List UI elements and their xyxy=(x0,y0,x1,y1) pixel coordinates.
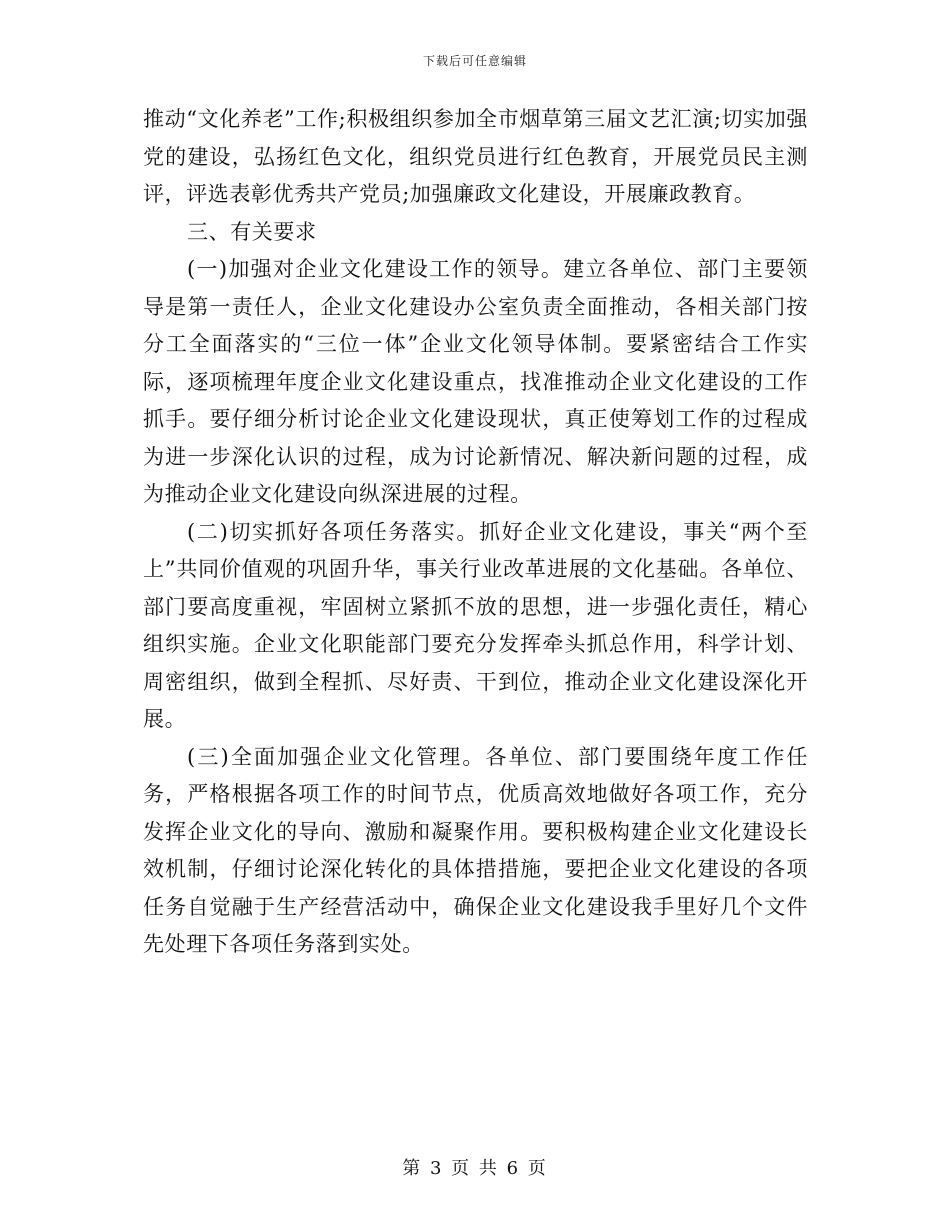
page-number: 第 3 页 共 6 页 xyxy=(402,1158,548,1179)
paragraph-requirement-3: (三)全面加强企业文化管理。各单位、部门要围绕年度工作任务，严格根据各项工作的时间节点，优质高效地做好各项工作，充分发挥企业文化的导向、激励和凝聚作用。要积极构建企业文化建设长效机制，仔细讨论深化转化的具体措措施，要把企业文化建设的各项任务自觉融于生产经营活动中，确保企业文化建设我手里好几个文件先处理下各项任务落到实处。 xyxy=(143,744,808,956)
paragraph-requirement-1: (一)加强对企业文化建设工作的领导。建立各单位、部门主要领导是第一责任人，企业文化建设办公室负责全面推动，各相关部门按分工全面落实的“三位一体”企业文化领导体制。要紧密结合工作实际，逐项梳理年度企业文化建设重点，找准推动企业文化建设的工作抓手。要仔细分析讨论企业文化建设现状，真正使筹划工作的过程成为进一步深化认识的过程，成为讨论新情况、解决新问题的过程，成为推动企业文化建设向纵深进展的过程。 xyxy=(143,257,808,506)
document-body xyxy=(143,101,808,964)
paragraph-continuation: 推动“文化养老”工作;积极组织参加全市烟草第三届文艺汇演;切实加强党的建设，弘扬红色文化，组织党员进行红色教育，开展党员民主测评，评选表彰优秀共产党员;加强廉政文化建设，开展廉政教育。 xyxy=(143,107,808,206)
page-header-note: 下载后可任意编辑 xyxy=(422,54,527,68)
paragraph-requirement-2: (二)切实抓好各项任务落实。抓好企业文化建设，事关“两个至上”共同价值观的巩固升华，事关行业改革进展的文化基础。各单位、部门要高度重视，牢固树立紧抓不放的思想，进一步强化责任，精心组织实施。企业文化职能部门要充分发挥牵头抓总作用，科学计划、周密组织，做到全程抓、尽好责、干到位，推动企业文化建设深化开展。 xyxy=(143,519,808,731)
section-heading-requirements: 三、有关要求 xyxy=(187,219,317,244)
